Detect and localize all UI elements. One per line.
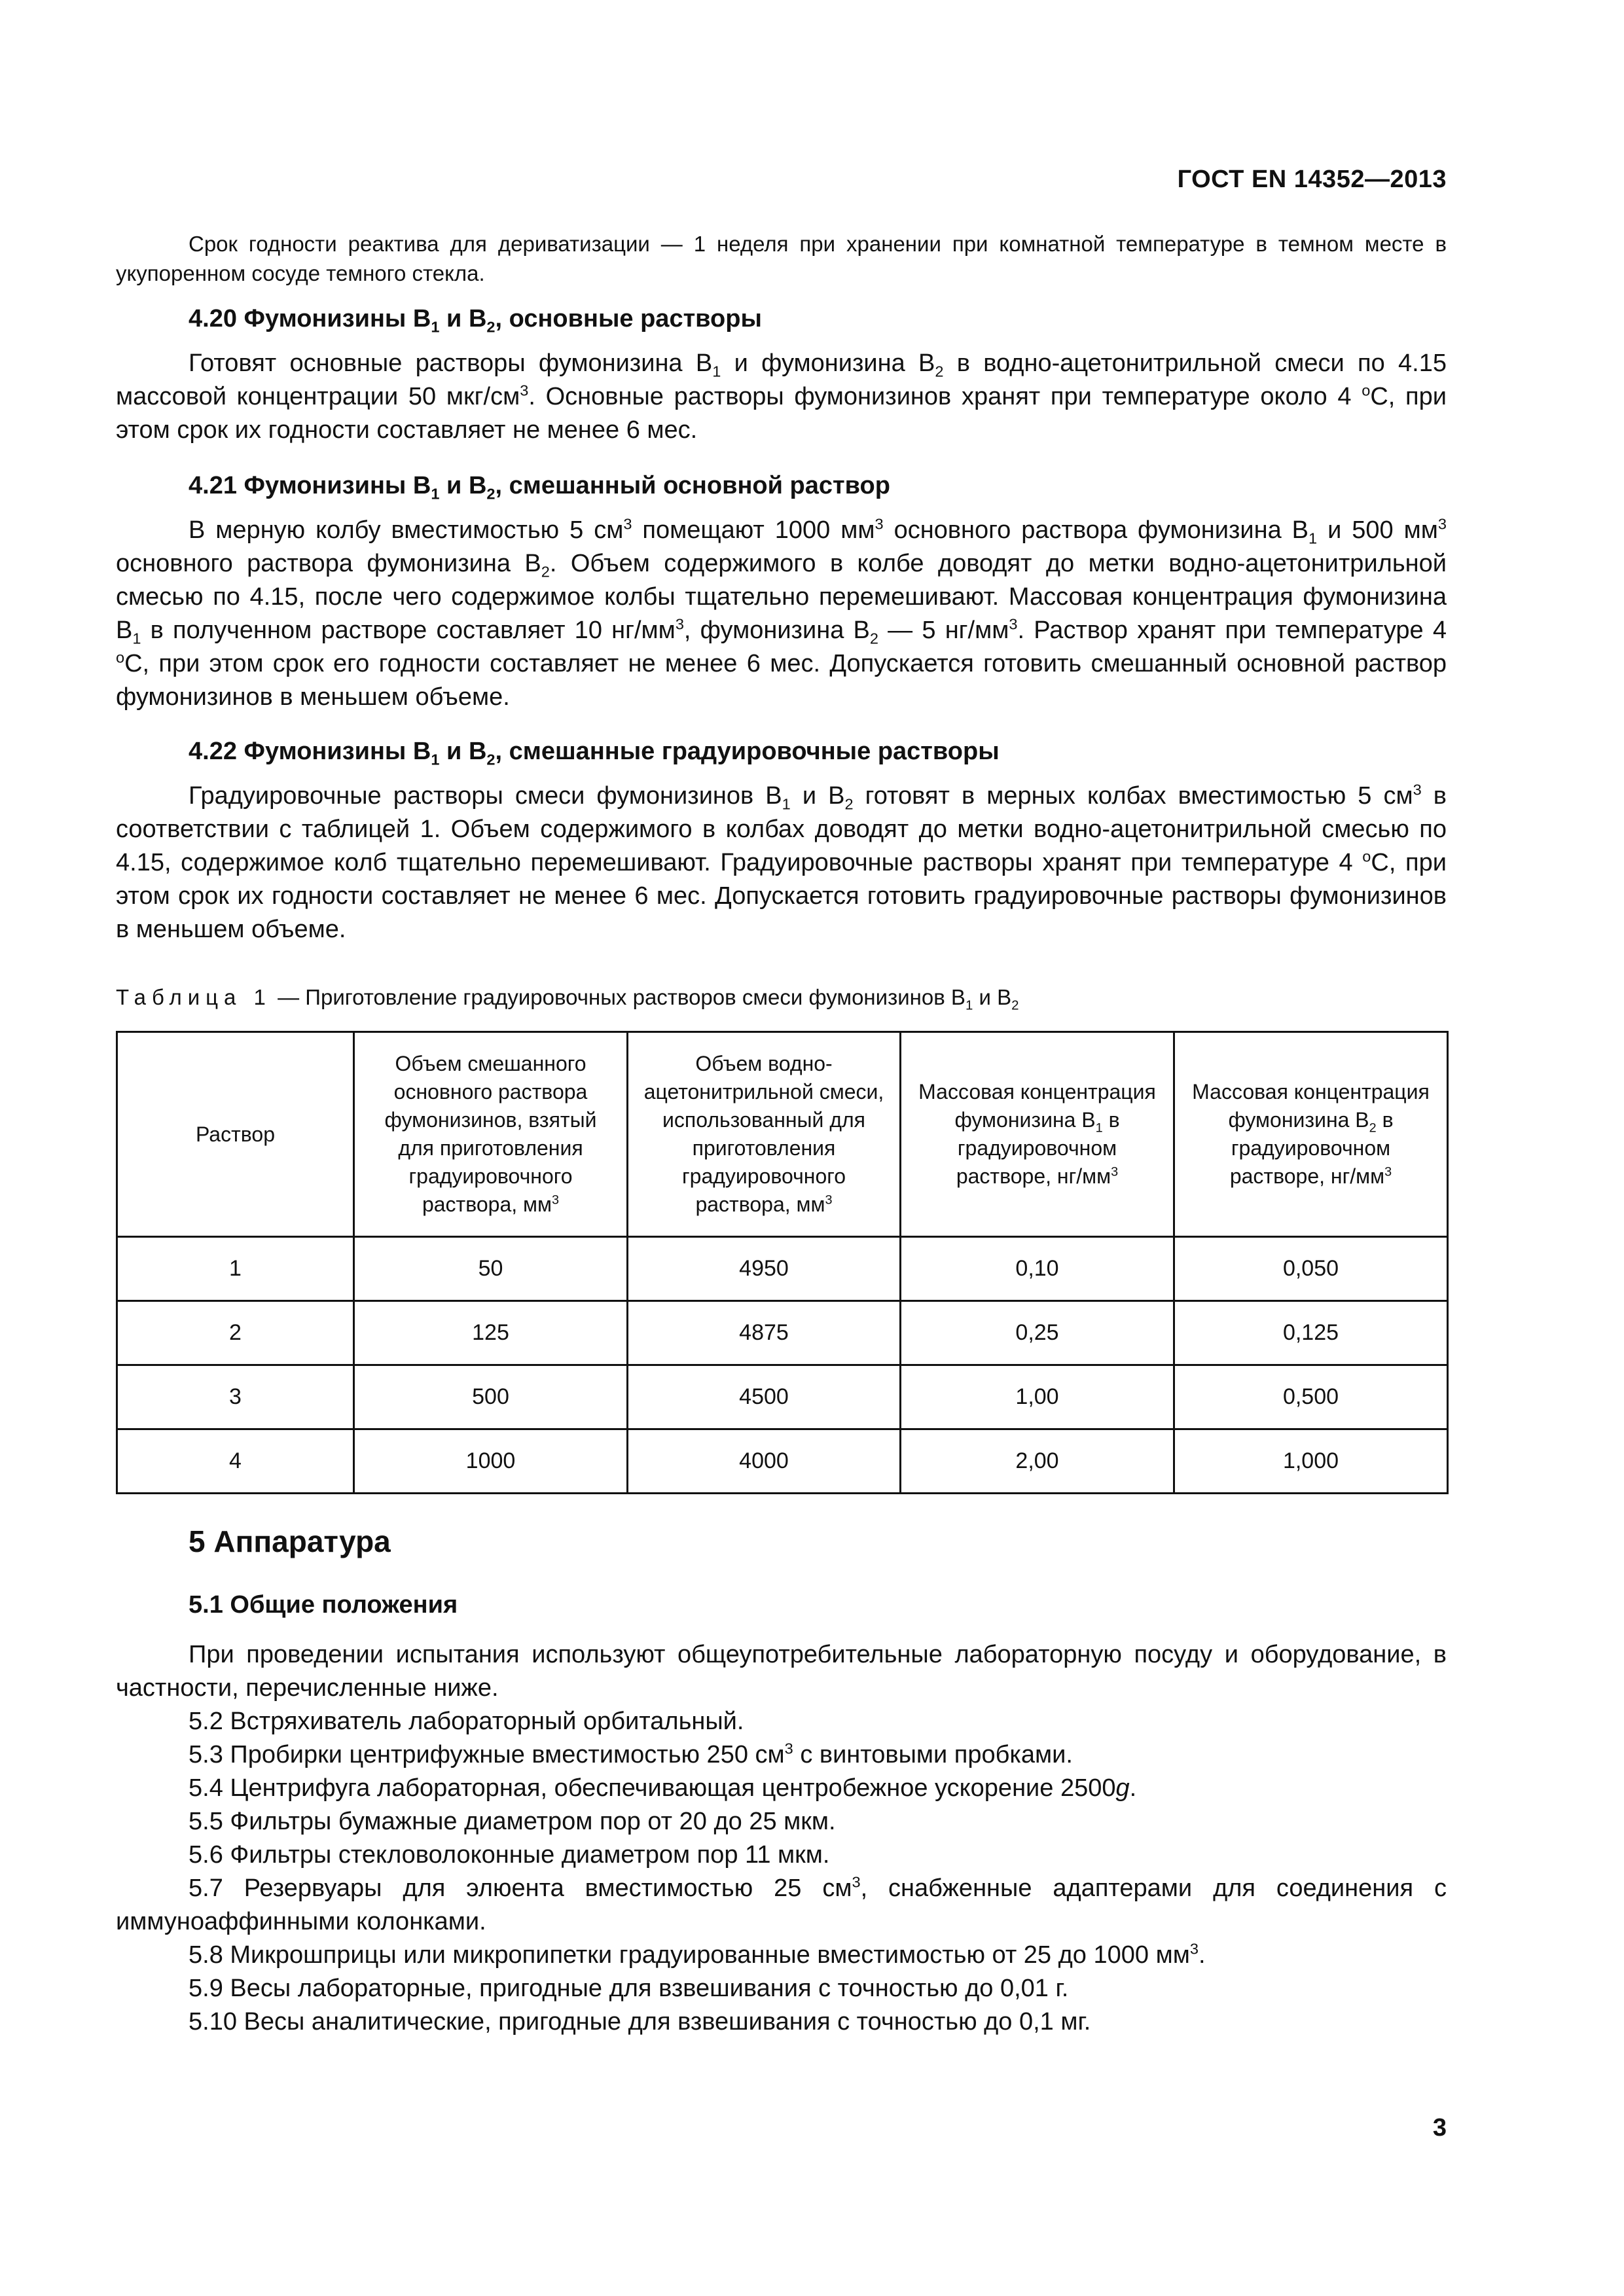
table-cell: 4875 [628, 1301, 901, 1365]
table-cell: 2 [117, 1301, 354, 1365]
table-cell: 1000 [354, 1429, 628, 1494]
table-cell: 3 [117, 1365, 354, 1429]
table-cell: 0,050 [1174, 1237, 1448, 1301]
intro-block [116, 229, 1447, 288]
table-row [117, 1301, 1448, 1365]
page-number: 3 [1432, 2114, 1447, 2142]
section-4-21-heading: 4.21 Фумонизины $B_1$ и $B_2$, смешанный основной раствор [189, 472, 890, 503]
table-header-row [117, 1032, 1448, 1237]
list-item-5-10: 5.10 Весы аналитические, пригодные для взвешивания с точностью до 0,1 мг. [189, 2008, 1091, 2036]
list-item-5-2: 5.2 Встряхиватель лабораторный орбитальный. [189, 1708, 744, 1735]
table-1-caption: Таблица 1 — Приготовление градуировочных растворов смеси фумонизинов $B_1$ и $B_2$ [116, 985, 1019, 1013]
table-cell: 1 [117, 1237, 354, 1301]
section-4-22-paragraph: Градуировочные растворы смеси фумонизинов $B_1$ и $B_2$ готовят в мерных колбах вместимостью 5 $см^3$ в соответствии с таблицей 1. Объем содержимого в колбах доводят до метки водно-ацетонитрильной смесью по 4.15, содержимое колб тщательно перемешивают. Градуировочные растворы хранят при температуре 4 $^o$C, при этом срок их годности составляет не менее 6 мес. Допускается готовить градуировочные растворы фумонизинов в меньшем объеме. [116, 781, 1447, 943]
header-solution: Раствор [117, 1032, 354, 1237]
section-4-21-paragraph: В мерную колбу вместимостью 5 $см^3$ помещают 1000 $мм^3$ основного раствора фумонизина $B_1$ и 500 $мм^3$ основного раствора фумонизина $B_2$. Объем содержимого в колбе доводят до метки водно-ацетонитрильной смесью по 4.15, после чего содержимое колбы тщательно перемешивают. Массовая концентрация фумонизина $B_1$ в полученном растворе составляет 10 $нг/мм^3$, фумонизина $B_2$ — 5 $нг/мм^3$. Раствор хранят при температуре 4 $^o$C, при этом срок его годности составляет не менее 6 мес. Допускается готовить смешанный основной раствор фумонизинов в меньшем объеме. [116, 515, 1447, 711]
table-1-block [116, 1031, 1447, 1494]
table-row [117, 1237, 1448, 1301]
table-1 [116, 1031, 1449, 1494]
section-5-heading: 5 Аппаратура [189, 1524, 391, 1558]
table-cell: 500 [354, 1365, 628, 1429]
table-cell: 0,125 [1174, 1301, 1448, 1365]
intro-paragraph: Срок годности реактива для дериватизации — 1 неделя при хранении при комнатной температуре в темном месте в укупоренном сосуде темного стекла. [116, 232, 1447, 285]
section-4-22 [116, 735, 1447, 946]
table-1-caption-block [116, 983, 1447, 1012]
section-4-20-paragraph: Готовят основные растворы фумонизина $B_1$ и фумонизина $B_2$ в водно-ацетонитрильной смеси по 4.15 массовой концентрации 50 мкг/$см^3$. Основные растворы фумонизинов хранят при температуре около 4 $^o$C, при этом срок их годности составляет не менее 6 мес. [116, 350, 1447, 444]
section-5-1-paragraph: При проведении испытания используют общеупотребительные лабораторную посуду и оборудование, в частности, перечисленные ниже. [116, 1641, 1447, 1702]
list-item-5-9: 5.9 Весы лабораторные, пригодные для взвешивания с точностью до 0,01 г. [189, 1975, 1069, 2002]
table-cell: 1,00 [901, 1365, 1174, 1429]
table-cell: 4000 [628, 1429, 901, 1494]
table-cell: 4500 [628, 1365, 901, 1429]
table-cell: 0,500 [1174, 1365, 1448, 1429]
table-cell: 1,000 [1174, 1429, 1448, 1494]
table-cell: 125 [354, 1301, 628, 1365]
list-item-5-8: 5.8 Микрошприцы или микропипетки градуированные вместимостью от 25 до 1000 $мм^3$. [189, 1940, 1206, 1969]
section-4-21 [116, 469, 1447, 714]
table-cell: 0,10 [901, 1237, 1174, 1301]
table-cell: 0,25 [901, 1301, 1174, 1365]
header-b2-concentration: Массовая концентрация фумонизина $B_2$ в градуировочном растворе, $нг/мм^3$ [1174, 1032, 1448, 1237]
section-4-22-heading: 4.22 Фумонизины $B_1$ и $B_2$, смешанные градуировочные растворы [189, 738, 1000, 768]
section-4-20-heading: 4.20 Фумонизины $B_1$ и $B_2$, основные растворы [189, 305, 762, 336]
table-cell: 50 [354, 1237, 628, 1301]
table-cell: 2,00 [901, 1429, 1174, 1494]
list-item-5-7: 5.7 Резервуары для элюента вместимостью 25 $см^3$, снабженные адаптерами для соединения с иммуноаффинными колонками. [116, 1873, 1447, 1935]
document-code: ГОСТ EN 14352—2013 [1177, 166, 1447, 193]
table-row [117, 1429, 1448, 1494]
list-item-5-6: 5.6 Фильтры стекловолоконные диаметром пор 11 мкм. [189, 1841, 830, 1869]
section-5 [116, 1522, 1447, 2039]
list-item-5-3: 5.3 Пробирки центрифужные вместимостью 250 $см^3$ с винтовыми пробками. [189, 1740, 1073, 1768]
table-cell: 4950 [628, 1237, 901, 1301]
section-4-20 [116, 302, 1447, 447]
header-b1-concentration: Массовая концентрация фумонизина $B_1$ в градуировочном растворе, $нг/мм^3$ [901, 1032, 1174, 1237]
header-solvent-volume: Объем водно-ацетонитрильной смеси, использованный для приготовления градуировочного раствора, $мм^3$ [628, 1032, 901, 1237]
table-row [117, 1365, 1448, 1429]
list-item-5-4: 5.4 Центрифуга лабораторная, обеспечивающая центробежное ускорение 2500g. [189, 1774, 1137, 1802]
list-item-5-5: 5.5 Фильтры бумажные диаметром пор от 20 до 25 мкм. [189, 1808, 836, 1835]
section-5-1-heading: 5.1 Общие положения [189, 1591, 458, 1619]
table-cell: 4 [117, 1429, 354, 1494]
header-stock-volume: Объем смешанного основного раствора фумонизинов, взятый для приготовления градуировочного раствора, $мм^3$ [354, 1032, 628, 1237]
